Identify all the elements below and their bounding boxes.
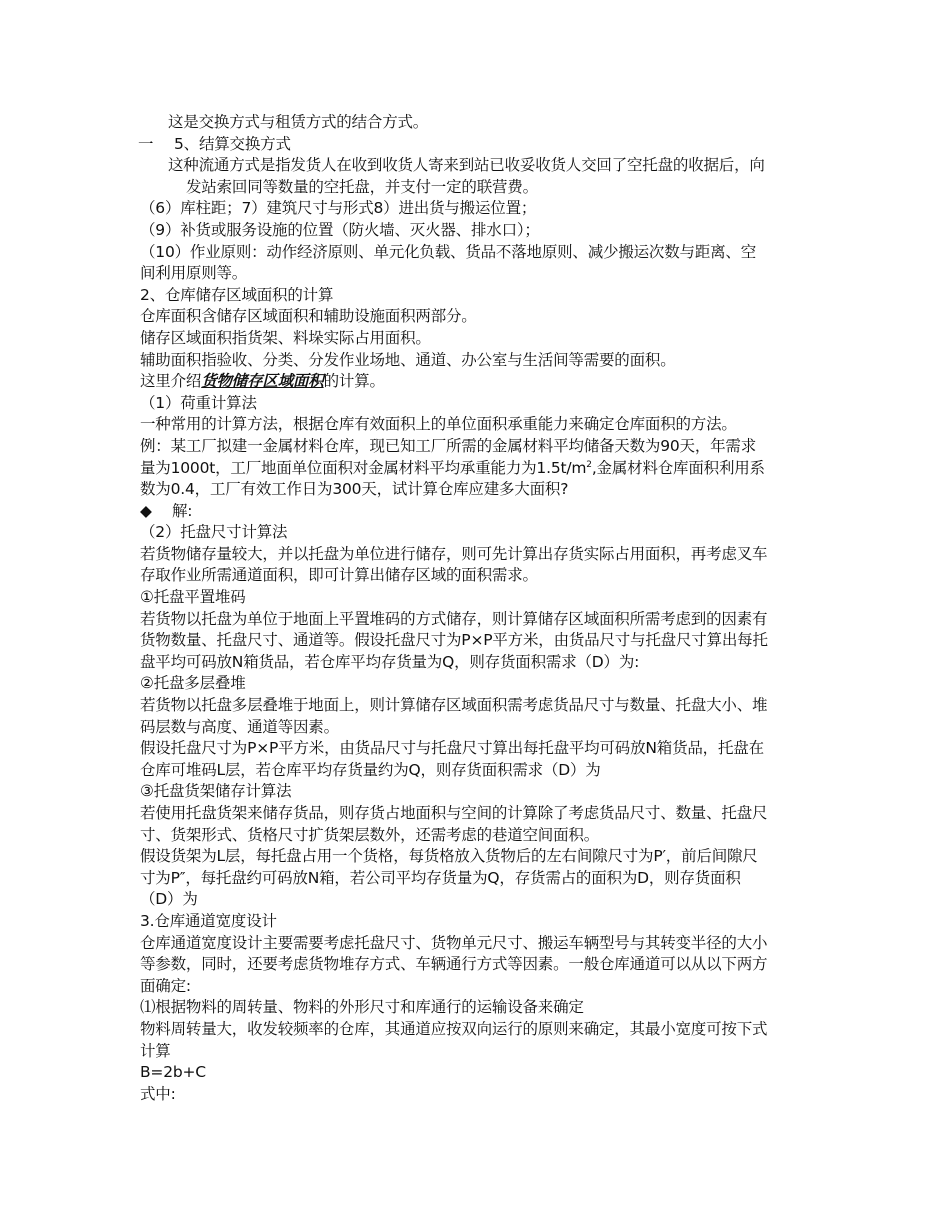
text-line: 物料周转量大，收发较频率的仓库，其通道应按双向运行的原则来确定，其最小宽度可按下式: [140, 1019, 768, 1038]
text-line: （9）补货或服务设施的位置（防火墙、灭火器、排水口）；: [140, 220, 540, 239]
text-line: 货物数量、托盘尺寸、通道等。假设托盘尺寸为P×P平方米，由货品尺寸与托盘尺寸算出每托: [140, 631, 768, 650]
text-line: （6）库柱距；7）建筑尺寸与形式8）进出货与搬运位置；: [140, 199, 537, 218]
text-line: 数为0.4，工厂有效工作日为300天，试计算仓库应建多大面积?: [140, 480, 569, 499]
text-line: 若货物储存量较大，并以托盘为单位进行储存，则可先计算出存货实际占用面积，再考虑叉车: [140, 544, 768, 563]
text-line: 例：某工厂拟建一金属材料仓库，现已知工厂所需的金属材料平均储备天数为90天，年需求: [140, 436, 757, 455]
heading-text: 5、结算交换方式: [174, 134, 291, 153]
text-line: 一种常用的计算方法，根据仓库有效面积上的单位面积承重能力来确定仓库面积的方法。: [140, 415, 737, 434]
text-line: （D）为: [140, 890, 198, 909]
superscript: 2: [586, 459, 592, 470]
text-line: 盘平均可码放N箱货品，若仓库平均存货量为Q，则存货面积需求（D）为:: [140, 652, 640, 671]
text-line: 若货物以托盘多层叠堆于地面上，则计算储存区域面积需考虑货品尺寸与数量、托盘大小、堆: [140, 696, 768, 715]
subsection-heading: （2）托盘尺寸计算法: [140, 523, 288, 542]
heading-item: [140, 134, 812, 156]
text-line: 假设货架为L层，每托盘占用一个货格，每货格放入货物后的左右间隙尺寸为P′，前后间隙尺: [140, 847, 758, 866]
text-run: 量为1000t，工厂地面单位面积对金属材料平均承重能力为1.5t/m: [140, 458, 587, 477]
bullet-item: [140, 501, 812, 523]
text-line: 这是交换方式与租赁方式的结合方式。: [168, 113, 429, 131]
document-body: [140, 112, 812, 1105]
text-line: 寸、货架形式、货格尺寸扩货架层数外，还需考虑的巷道空间面积。: [140, 825, 600, 844]
bullet-text: 解:: [172, 501, 193, 520]
diamond-bullet-icon: ◆: [140, 501, 152, 520]
subsection-heading: ②托盘多层叠堆: [140, 674, 246, 693]
text-line: 若使用托盘货架来储存货品，则存货占地面积与空间的计算除了考虑货品尺寸、数量、托盘尺: [140, 804, 768, 822]
emphasized-term: 货物储存区域面积: [201, 372, 324, 391]
section-heading: 3.仓库通道宽度设计: [140, 911, 277, 930]
section-heading: 2、仓库储存区域面积的计算: [140, 285, 334, 304]
text-line: 式中:: [140, 1084, 176, 1103]
text-line: 等参数，同时，还要考虑货物堆存方式、车辆通行方式等因素。一般仓库通道可以从以下两方: [140, 955, 768, 974]
text-run: 的计算。: [323, 372, 385, 391]
text-line: [140, 371, 812, 393]
text-line: [140, 458, 812, 480]
text-line: 若货物以托盘为单位于地面上平置堆码的方式储存，则计算储存区域面积所需考虑到的因素有: [140, 609, 768, 628]
text-line: 辅助面积指验收、分类、分发作业场地、通道、办公室与生活间等需要的面积。: [140, 350, 676, 369]
text-line: 仓库面积含储存区域面积和辅助设施面积两部分。: [140, 307, 477, 326]
text-run: ,金属材料仓库面积利用系: [591, 458, 765, 477]
formula: B=2b+C: [140, 1063, 206, 1082]
text-line: 面确定:: [140, 976, 191, 995]
text-line: 码层数与高度、通道等因素。: [140, 717, 339, 736]
subsection-heading: ⑴根据物料的周转量、物料的外形尺寸和库通行的运输设备来确定: [140, 998, 584, 1017]
text-line: 间利用原则等。: [140, 264, 248, 283]
subsection-heading: （1）荷重计算法: [140, 393, 257, 412]
text-line: 仓库可堆码L层，若仓库平均存货量约为Q，则存货面积需求（D）为: [140, 760, 601, 779]
text-line: （10）作业原则：动作经济原则、单元化负载、货品不落地原则、减少搬运次数与距离、空: [140, 242, 757, 261]
text-line: 寸为P″，每托盘约可码放N箱，若公司平均存货量为Q，存货需占的面积为D，则存货面积: [140, 868, 741, 887]
text-line: 假设托盘尺寸为P×P平方米，由货品尺寸与托盘尺寸算出每托盘平均可码放N箱货品，托盘在: [140, 739, 764, 758]
text-line: 发站索回同等数量的空托盘，并支付一定的联营费。: [186, 177, 538, 196]
text-line: 这种流通方式是指发货人在收到收货人寄来到站已收妥收货人交回了空托盘的收据后，向: [168, 156, 765, 175]
dash-bullet: 一: [138, 134, 154, 153]
text-line: 存取作业所需通道面积，即可计算出储存区域的面积需求。: [140, 566, 538, 585]
text-line: 储存区域面积指货架、料垛实际占用面积。: [140, 328, 431, 347]
text-line: 仓库通道宽度设计主要需要考虑托盘尺寸、货物单元尺寸、搬运车辆型号与其转变半径的大小: [140, 933, 768, 952]
subsection-heading: ③托盘货架储存计算法: [140, 782, 292, 801]
text-run: 这里介绍: [140, 372, 202, 391]
subsection-heading: ①托盘平置堆码: [140, 588, 246, 607]
text-line: 计算: [140, 1041, 171, 1060]
